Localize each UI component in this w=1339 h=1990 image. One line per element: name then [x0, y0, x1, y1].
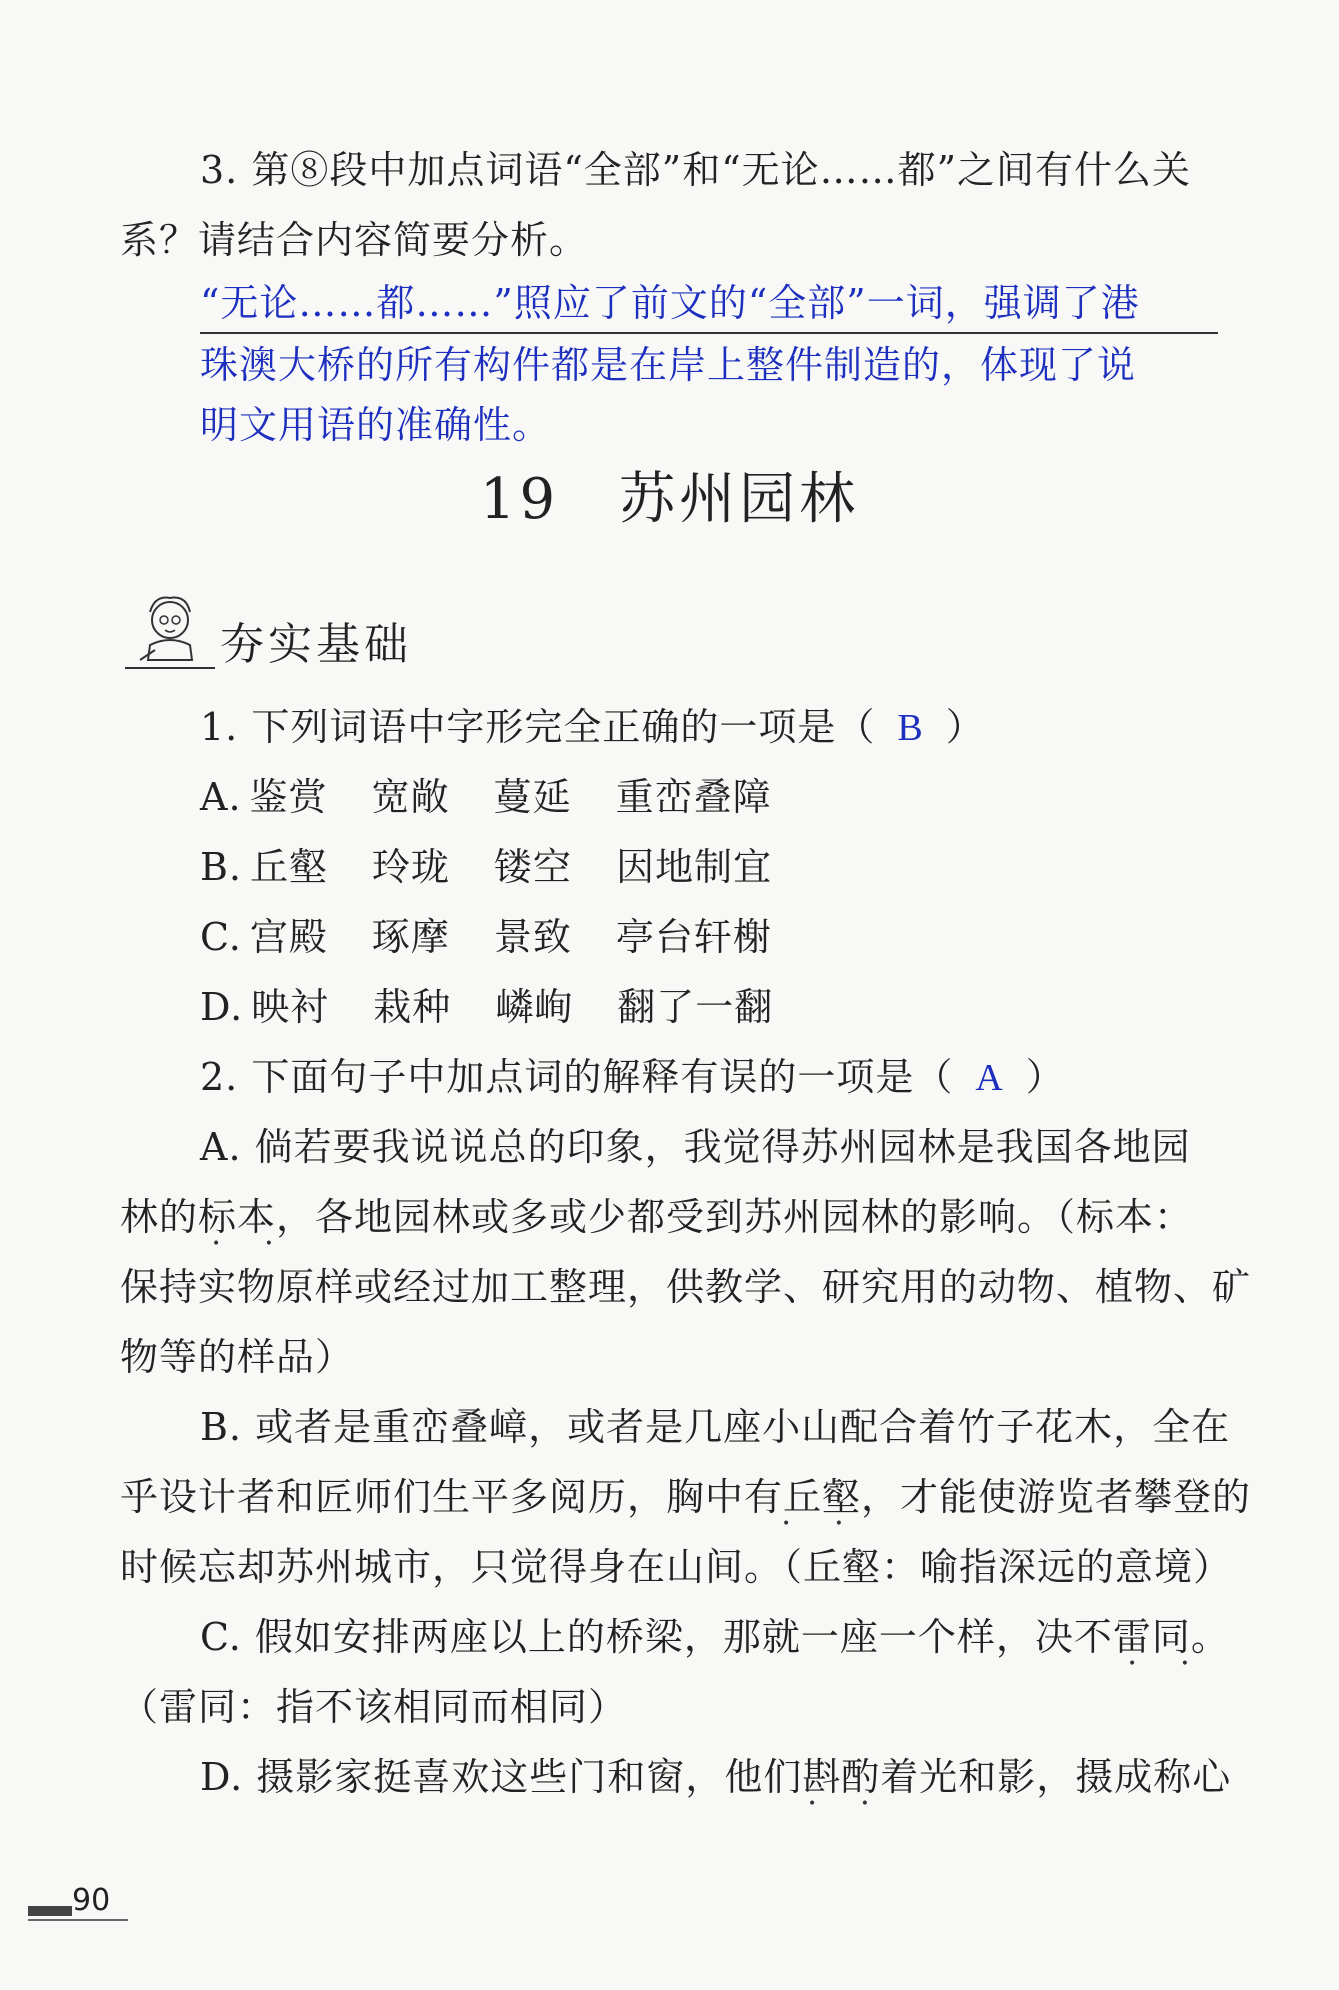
section-header: [120, 590, 520, 680]
q2-option-b-line3: 时候忘却苏州城市，只觉得身在山间。（丘壑：喻指深远的意境）: [120, 1545, 1233, 1589]
page-number: 90: [72, 1883, 111, 1918]
option-word: 鉴赏: [249, 775, 328, 819]
section-title: 夯实基础: [220, 619, 412, 670]
q3-answer-line1: “无论……都……”照应了前文的“全部”一词，强调了港: [200, 281, 1140, 325]
q2-option-c-line1: C. 假如安排两座以上的桥梁，那就一座一个样，决不雷同。: [200, 1615, 1230, 1659]
q2-option-b-line1: B. 或者是重峦叠嶂，或者是几座小山配合着竹子花木，全在: [200, 1405, 1231, 1449]
q1-stem-text: 1. 下列词语中字形完全正确的一项是（: [200, 705, 876, 749]
emphasis-dots: • •: [808, 1796, 889, 1812]
page-number-rule: [28, 1919, 128, 1921]
q2-stem-close: ）: [1025, 1055, 1065, 1099]
option-label: C.: [200, 915, 242, 959]
q1-stem-close: ）: [945, 705, 985, 749]
q1-option-c: [200, 912, 1300, 962]
lesson-name: 苏州园林: [619, 467, 860, 532]
option-word: 景致: [493, 915, 572, 959]
page-number-bar: [28, 1906, 72, 1916]
option-word: 宽敞: [371, 775, 450, 819]
lesson-number: 19: [479, 467, 560, 532]
q2-option-a-line2: 林的标本，各地园林或多或少都受到苏州园林的影响。（标本：: [120, 1195, 1194, 1239]
option-word: 丘壑: [250, 845, 329, 889]
option-word: 重峦叠障: [615, 775, 772, 819]
emphasis-dots: • •: [212, 1236, 293, 1252]
writing-person-icon: [120, 590, 220, 680]
q2-stem-text: 2. 下面句子中加点词的解释有误的一项是（: [200, 1055, 954, 1099]
q2-option-a-line4: 物等的样品）: [120, 1335, 355, 1379]
option-label: D.: [200, 985, 244, 1029]
q1-option-d: [200, 982, 1300, 1032]
q2-option-b-line2: 乎设计者和匠师们生平多阅历，胸中有丘壑，才能使游览者攀登的: [120, 1475, 1252, 1519]
option-word: 亭台轩榭: [615, 915, 772, 959]
option-word: 翻了一翻: [617, 985, 774, 1029]
q3-answer-line2: 珠澳大桥的所有构件都是在岸上整件制造的，体现了说: [200, 343, 1137, 387]
emphasis-dots: • •: [782, 1516, 863, 1532]
q3-stem-line2: 系？请结合内容简要分析。: [120, 218, 589, 262]
q2-option-a-line3: 保持实物原样或经过加工整理，供教学、研究用的动物、植物、矿: [120, 1265, 1252, 1309]
option-word: 蔓延: [493, 775, 572, 819]
q1-stem: [200, 702, 1300, 753]
lesson-title: [0, 455, 1339, 535]
q3-stem-line1: 3. 第⑧段中加点词语“全部”和“无论……都”之间有什么关: [200, 148, 1192, 192]
q1-option-b: [200, 842, 1300, 892]
option-word: 栽种: [373, 985, 452, 1029]
option-word: 琢摩: [371, 915, 450, 959]
q2-answer: A: [975, 1057, 1004, 1099]
q2-option-c-line2: （雷同：指不该相同而相同）: [120, 1685, 628, 1729]
emphasis-dots: • •: [1128, 1656, 1209, 1672]
option-label: A.: [200, 775, 242, 819]
q2-option-d-line1: D. 摄影家挺喜欢这些门和窗，他们斟酌着光和影，摄成称心: [200, 1755, 1232, 1799]
q1-answer: B: [897, 707, 924, 749]
option-word: 玲珑: [372, 845, 451, 889]
option-word: 因地制宜: [616, 845, 773, 889]
q3-answer-line3: 明文用语的准确性。: [200, 403, 552, 447]
answer-underline: [200, 332, 1218, 334]
option-word: 嶙峋: [495, 985, 574, 1029]
option-label: B.: [200, 845, 243, 889]
q2-stem: [200, 1052, 1300, 1103]
option-word: 镂空: [494, 845, 573, 889]
option-word: 映衬: [251, 985, 330, 1029]
option-word: 宫殿: [249, 915, 328, 959]
q1-option-a: [200, 772, 1300, 822]
q2-option-a-line1: A. 倘若要我说说总的印象，我觉得苏州园林是我国各地园: [200, 1125, 1191, 1169]
